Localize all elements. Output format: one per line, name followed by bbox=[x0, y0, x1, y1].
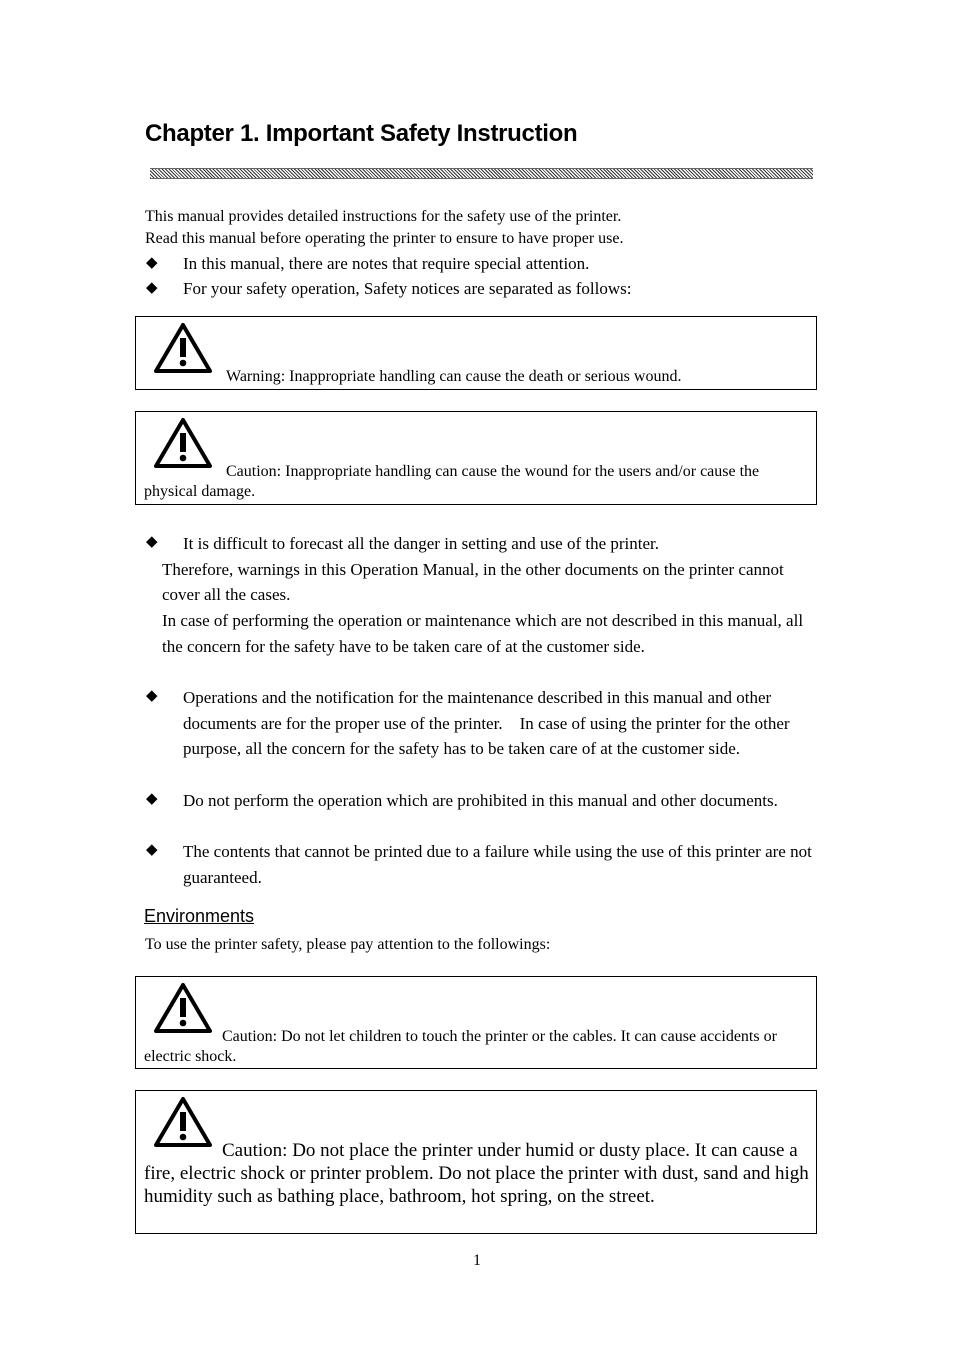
intro-bullet-text: For your safety operation, Safety notices are separated as follows: bbox=[183, 279, 632, 298]
bullet-diamond: ◆ bbox=[146, 280, 158, 296]
intro-line-2: Read this manual before operating the printer to ensure to have proper use. bbox=[145, 230, 624, 247]
chapter-title: Chapter 1. Important Safety Instruction bbox=[145, 120, 578, 147]
bullet-paragraph-3 bbox=[162, 788, 822, 814]
bullet-paragraph-text: Do not perform the operation which are prohibited in this manual and other documents. bbox=[183, 791, 778, 810]
bullet-paragraph-4 bbox=[162, 839, 822, 890]
bullet-diamond: ◆ bbox=[146, 842, 158, 858]
page-number: 1 bbox=[473, 1252, 481, 1269]
environment-caution-box-2 bbox=[135, 1090, 817, 1234]
warning-notice-box bbox=[135, 316, 817, 390]
bullet-diamond: ◆ bbox=[146, 255, 158, 271]
bullet-paragraph-text: Operations and the notification for the maintenance described in this manual and other documents are for the proper use of the printer. In case of using the printer for the other purpose, all the concern for the safety has to be taken care of at the customer side. bbox=[183, 688, 790, 759]
intro-line-1: This manual provides detailed instructions for the safety use of the printer. bbox=[145, 208, 622, 225]
environment-caution-text: Caution: Do not place the printer under humid or dusty place. It can cause a fire, electric shock or printer problem. Do not place the printer with dust, sand and high humidity such as bathing place, bathroom, hot spring, on the street. bbox=[144, 1140, 809, 1207]
environments-heading: Environments bbox=[144, 906, 255, 926]
bullet-paragraph-2 bbox=[162, 685, 822, 762]
bullet-paragraph-continuation: In case of performing the operation or maintenance which are not described in this manual, all the concern for the safety have to be taken care of at the customer side. bbox=[162, 611, 804, 656]
title-divider bbox=[150, 168, 813, 179]
warning-notice-text: Warning: Inappropriate handling can cause the death or serious wound. bbox=[226, 368, 682, 385]
bullet-diamond: ◆ bbox=[146, 688, 158, 704]
bullet-diamond: ◆ bbox=[146, 534, 158, 550]
environments-intro: To use the printer safety, please pay attention to the followings: bbox=[145, 936, 551, 953]
caution-notice-box bbox=[135, 411, 817, 505]
bullet-diamond: ◆ bbox=[146, 791, 158, 807]
bullet-paragraph-1 bbox=[162, 531, 822, 660]
caution-notice-text: Caution: Inappropriate handling can cause the wound for the users and/or cause the physical damage. bbox=[144, 463, 760, 500]
environment-caution-text: Caution: Do not let children to touch the printer or the cables. It can cause accidents or electric shock. bbox=[144, 1028, 777, 1065]
bullet-paragraph-continuation: Therefore, warnings in this Operation Manual, in the other documents on the printer cannot cover all the cases. bbox=[162, 559, 784, 605]
environment-caution-box-1 bbox=[135, 976, 817, 1069]
bullet-paragraph-text: It is difficult to forecast all the danger in setting and use of the printer. bbox=[183, 534, 660, 553]
intro-bullet-text: In this manual, there are notes that require special attention. bbox=[183, 254, 590, 273]
bullet-paragraph-text: The contents that cannot be printed due to a failure while using the use of this printer are not guaranteed. bbox=[183, 842, 812, 887]
